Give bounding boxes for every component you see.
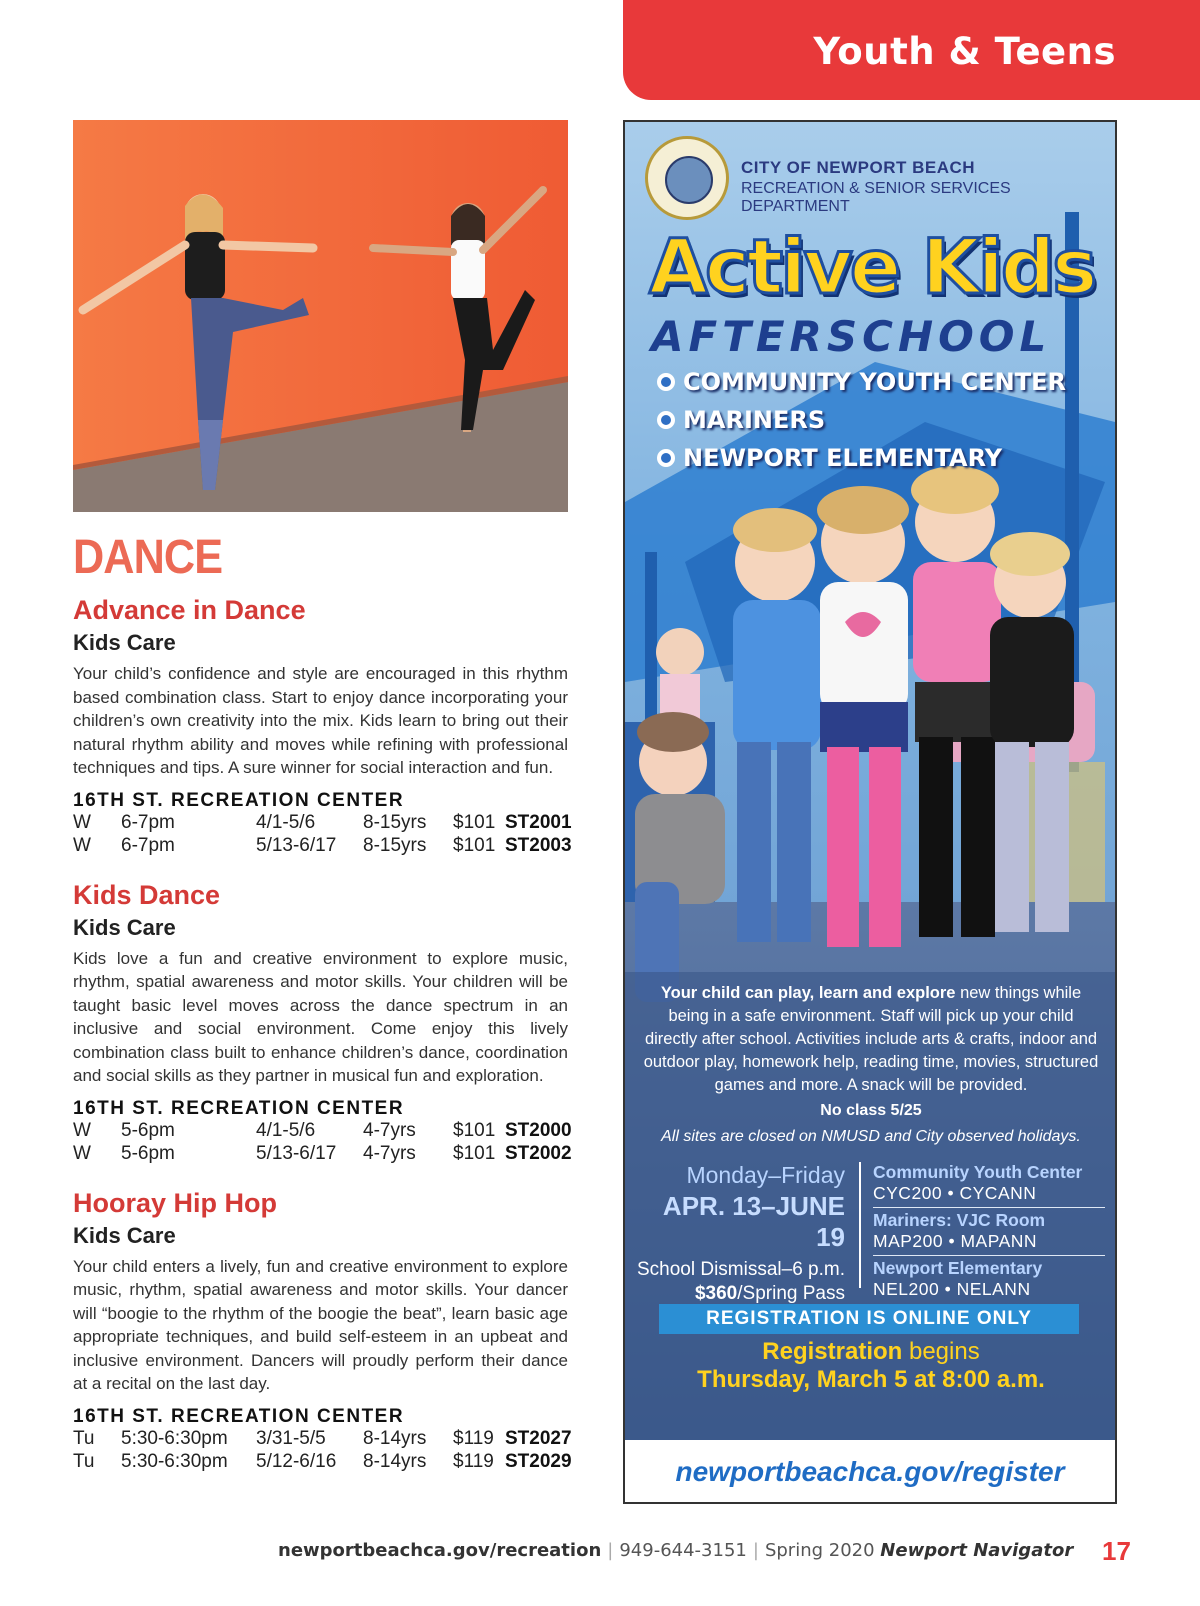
session-dates: 4/1-5/6 xyxy=(256,1119,316,1141)
session-row xyxy=(73,834,572,858)
ad-dismissal: School Dismissal–6 p.m. xyxy=(636,1259,845,1280)
ad-site-codes xyxy=(873,1160,1105,1303)
session-ages: 8-15yrs xyxy=(363,811,427,833)
session-dates: 5/12-6/16 xyxy=(256,1450,337,1472)
session-time: 5-6pm xyxy=(121,1142,175,1164)
ad-dates: APR. 13–JUNE 19 xyxy=(662,1191,845,1252)
course-description: Your child enters a lively, fun and creative environment to explore music, rhythm, spatial awareness and motor skills. Your dancer will “boogie to the rhythm of the boogie the beat”, learn basic age appropriate techniques, and build self-esteem in an upbeat and inclusive environment. Dancers will proudly perform their dance at a recital on the last day. xyxy=(73,1256,568,1393)
site-code-name: Newport Elementary xyxy=(873,1258,1043,1278)
session-row xyxy=(73,1450,572,1474)
category-title: DANCE xyxy=(73,531,223,584)
footer-separator: | xyxy=(752,1540,759,1561)
ad-subtitle: AFTERSCHOOL xyxy=(651,312,1052,361)
footer-separator: | xyxy=(607,1540,614,1561)
session-fee: $101 xyxy=(453,1119,496,1141)
session-fee: $119 xyxy=(453,1427,494,1449)
registration-begins xyxy=(641,1338,1101,1366)
afterschool-ad xyxy=(623,120,1117,1504)
course-listing xyxy=(73,530,572,1474)
session-time: 6-7pm xyxy=(121,834,175,856)
ad-city: CITY OF NEWPORT BEACH xyxy=(741,158,976,177)
session-ages: 8-15yrs xyxy=(363,834,427,856)
session-time: 5-6pm xyxy=(121,1119,175,1141)
register-link[interactable]: newportbeachca.gov/register xyxy=(675,1456,1065,1487)
session-fee: $101 xyxy=(453,1142,496,1164)
ad-info xyxy=(641,982,1101,1097)
session-day: W xyxy=(73,1119,91,1141)
ad-site-label: NEWPORT ELEMENTARY xyxy=(683,444,1003,472)
site-code-values: NEL200 • NELANN xyxy=(873,1279,1031,1299)
course-title: Kids Dance xyxy=(73,879,221,910)
session-dates: 5/13-6/17 xyxy=(256,834,337,856)
session-dates: 5/13-6/17 xyxy=(256,1142,337,1164)
page-footer xyxy=(0,1536,1200,1566)
ad-title: Active Kids xyxy=(649,222,1095,311)
registration-begins-word: begins xyxy=(902,1338,980,1365)
bullet-icon xyxy=(657,373,675,391)
session-code: ST2001 xyxy=(505,811,572,833)
dance-photo xyxy=(73,120,568,512)
course-title: Hooray Hip Hop xyxy=(73,1187,278,1218)
session-code: ST2003 xyxy=(505,834,572,856)
course-title: Advance in Dance xyxy=(73,595,306,625)
registration-label: Registration xyxy=(762,1338,903,1365)
session-row xyxy=(73,1427,572,1451)
session-day: Tu xyxy=(73,1427,95,1449)
bullet-icon xyxy=(657,411,675,429)
site-code-block xyxy=(873,1208,1105,1256)
ad-site-item xyxy=(657,406,825,434)
session-fee: $119 xyxy=(453,1450,494,1472)
session-day: W xyxy=(73,834,91,856)
session-fee: $101 xyxy=(453,834,496,856)
session-day: W xyxy=(73,1142,91,1164)
session-fee: $101 xyxy=(453,811,496,833)
site-code-block xyxy=(873,1160,1105,1208)
bullet-icon xyxy=(657,449,675,467)
session-row xyxy=(73,811,572,835)
footer-phone: 949-644-3151 xyxy=(619,1540,747,1561)
course-description: Kids love a fun and creative environment to explore music, rhythm, spatial awareness and motor skills. Your children will be taught basic level moves across the dance spectrum in an inclusive and social environment. Come enjoy this lively combination class built to enhance children’s dance, coordination and social skills as they partner in musical fun and exploration. xyxy=(73,948,568,1085)
session-dates: 3/31-5/5 xyxy=(256,1427,326,1449)
session-ages: 4-7yrs xyxy=(363,1142,416,1164)
course-hooray-hip-hop xyxy=(73,1187,572,1474)
session-code: ST2027 xyxy=(505,1427,572,1449)
session-row xyxy=(73,1119,572,1143)
ad-price-suffix: /Spring Pass xyxy=(737,1283,845,1304)
ad-schedule xyxy=(635,1162,845,1305)
page-number: 17 xyxy=(1102,1536,1131,1566)
session-day: W xyxy=(73,811,91,833)
session-time: 5:30-6:30pm xyxy=(121,1427,228,1449)
course-location: 16TH ST. RECREATION CENTER xyxy=(73,1405,405,1427)
course-location: 16TH ST. RECREATION CENTER xyxy=(73,789,405,811)
site-code-block xyxy=(873,1256,1105,1303)
schedule-divider xyxy=(859,1162,861,1288)
ad-price-amount: $360 xyxy=(694,1283,738,1304)
course-location: 16TH ST. RECREATION CENTER xyxy=(73,1097,405,1119)
course-advance-in-dance xyxy=(73,595,572,858)
course-subtitle: Kids Care xyxy=(73,630,176,655)
session-ages: 4-7yrs xyxy=(363,1119,416,1141)
ad-site-item xyxy=(657,444,1002,472)
session-dates: 4/1-5/6 xyxy=(256,811,316,833)
city-seal-icon xyxy=(645,136,729,220)
ad-no-class: No class 5/25 xyxy=(820,1102,922,1119)
session-ages: 8-14yrs xyxy=(363,1450,427,1472)
ad-info-rest: new things while being in a safe environment. Staff will pick up your child directly after school. Activities include arts & crafts, indoor and outdoor play, homework help, reading time, movies, structured games and more. A snack will be provided. xyxy=(643,984,1099,1094)
site-code-values: CYC200 • CYCANN xyxy=(873,1183,1037,1203)
footer-magazine: Newport Navigator xyxy=(880,1540,1074,1561)
footer-text xyxy=(278,1540,1073,1561)
session-time: 6-7pm xyxy=(121,811,175,833)
section-tab xyxy=(623,0,1200,100)
site-code-values: MAP200 • MAPANN xyxy=(873,1231,1038,1251)
ad-price xyxy=(635,1283,845,1305)
ad-closed-note: All sites are closed on NMUSD and City observed holidays. xyxy=(661,1128,1081,1145)
footer-season: Spring 2020 xyxy=(764,1540,875,1561)
session-day: Tu xyxy=(73,1450,95,1472)
registration-date: Thursday, March 5 at 8:00 a.m. xyxy=(697,1366,1045,1393)
course-subtitle: Kids Care xyxy=(73,1222,176,1248)
registration-bar: REGISTRATION IS ONLINE ONLY xyxy=(659,1304,1079,1334)
course-description: Your child’s confidence and style are encouraged in this rhythm based combination class. Start to enjoy dance incorporating your children’s own creativity into the mix. Kids learn to bring out their natural rhythm ability and moves while refining with professional techniques and tips. A sure winner for social interaction and fun. xyxy=(73,664,568,777)
session-code: ST2002 xyxy=(505,1142,572,1164)
ad-info-lead: Your child can play, learn and explore xyxy=(660,984,956,1002)
session-time: 5:30-6:30pm xyxy=(121,1450,228,1472)
course-kids-dance xyxy=(73,879,572,1166)
session-ages: 8-14yrs xyxy=(363,1427,427,1449)
section-title: Youth & Teens xyxy=(813,30,1116,73)
ad-days: Monday–Friday xyxy=(686,1162,845,1188)
ad-site-label: COMMUNITY YOUTH CENTER xyxy=(683,368,1066,396)
session-code: ST2000 xyxy=(505,1119,572,1141)
site-code-name: Community Youth Center xyxy=(873,1162,1083,1182)
site-code-name: Mariners: VJC Room xyxy=(873,1210,1046,1230)
ad-site-item xyxy=(657,368,1066,396)
ad-department: RECREATION & SENIOR SERVICES DEPARTMENT xyxy=(741,180,1011,215)
session-row xyxy=(73,1142,572,1166)
course-subtitle: Kids Care xyxy=(73,914,176,940)
footer-url[interactable]: newportbeachca.gov/recreation xyxy=(278,1540,602,1561)
ad-site-label: MARINERS xyxy=(683,406,826,434)
session-code: ST2029 xyxy=(505,1450,572,1472)
